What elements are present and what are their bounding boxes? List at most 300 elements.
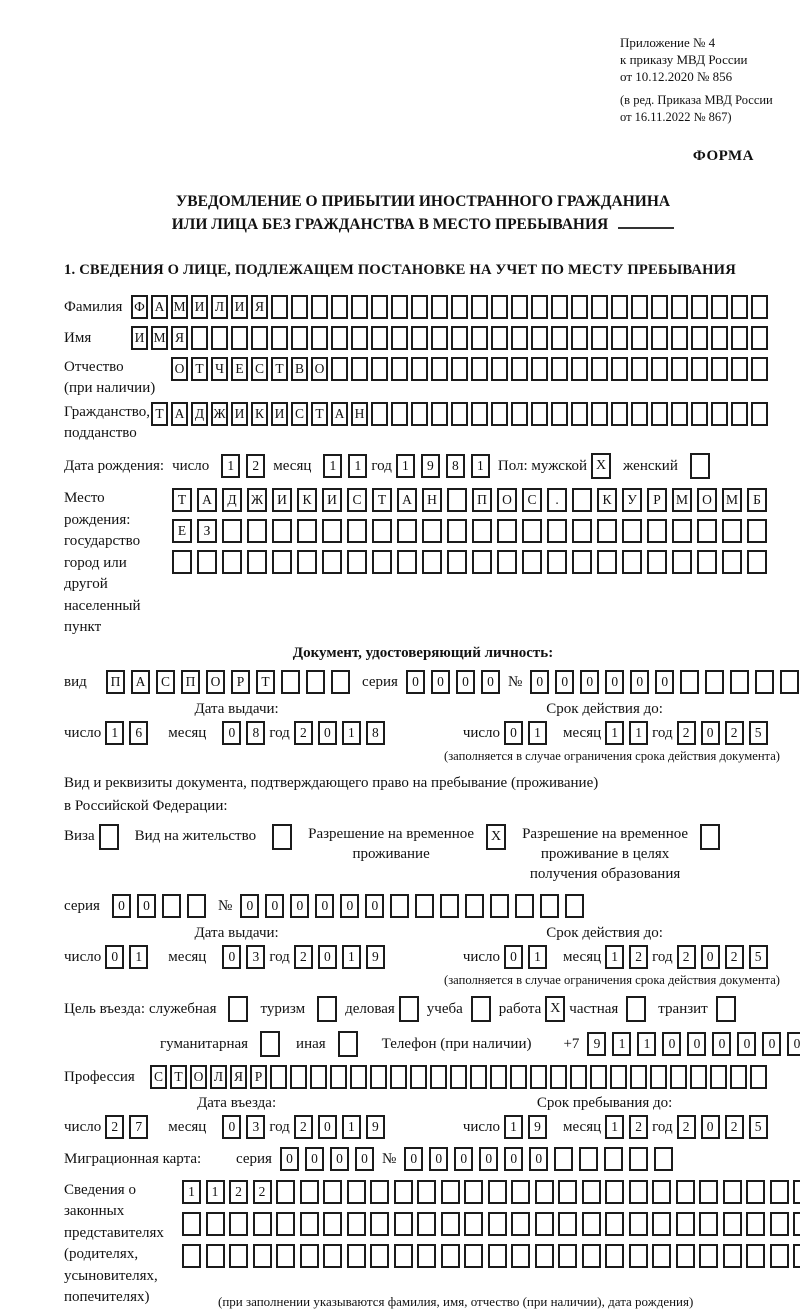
char-cell[interactable] <box>547 519 567 543</box>
char-cell[interactable] <box>671 402 688 426</box>
char-cell[interactable] <box>699 1244 718 1268</box>
char-cell[interactable]: Б <box>747 488 767 512</box>
char-cell[interactable] <box>597 519 617 543</box>
char-cell[interactable]: И <box>272 488 292 512</box>
char-cell[interactable]: С <box>150 1065 167 1089</box>
char-cell[interactable] <box>530 1065 547 1089</box>
char-cell[interactable]: 2 <box>105 1115 124 1139</box>
char-cell[interactable]: 0 <box>504 945 523 969</box>
char-cell[interactable]: 0 <box>555 670 574 694</box>
char-cell[interactable] <box>371 295 388 319</box>
char-cell[interactable]: О <box>190 1065 207 1089</box>
char-cell[interactable] <box>491 326 508 350</box>
char-cell[interactable]: М <box>722 488 742 512</box>
char-cell[interactable]: 0 <box>315 894 334 918</box>
char-cell[interactable] <box>350 1065 367 1089</box>
char-cell[interactable]: 1 <box>629 721 648 745</box>
gender-male-checkbox[interactable]: X <box>591 453 611 479</box>
char-cell[interactable] <box>591 402 608 426</box>
char-cell[interactable]: 2 <box>246 454 265 478</box>
char-cell[interactable] <box>751 357 768 381</box>
char-cell[interactable] <box>722 519 742 543</box>
char-cell[interactable] <box>191 326 208 350</box>
char-cell[interactable] <box>571 295 588 319</box>
char-cell[interactable]: 0 <box>105 945 124 969</box>
char-cell[interactable] <box>558 1244 577 1268</box>
char-cell[interactable] <box>347 1212 366 1236</box>
char-cell[interactable] <box>770 1180 789 1204</box>
char-cell[interactable] <box>579 1147 598 1171</box>
char-cell[interactable]: 0 <box>737 1032 756 1056</box>
char-cell[interactable]: И <box>231 402 248 426</box>
char-cell[interactable] <box>793 1180 800 1204</box>
char-cell[interactable]: 9 <box>528 1115 547 1139</box>
char-cell[interactable] <box>172 550 192 574</box>
char-cell[interactable]: 1 <box>504 1115 523 1139</box>
char-cell[interactable] <box>372 519 392 543</box>
char-cell[interactable]: 2 <box>629 1115 648 1139</box>
char-cell[interactable]: М <box>672 488 692 512</box>
char-cell[interactable] <box>531 357 548 381</box>
char-cell[interactable]: П <box>472 488 492 512</box>
char-cell[interactable] <box>450 1065 467 1089</box>
char-cell[interactable]: 7 <box>129 1115 148 1139</box>
char-cell[interactable]: 0 <box>580 670 599 694</box>
purpose-study-checkbox[interactable] <box>471 996 491 1022</box>
char-cell[interactable] <box>323 1212 342 1236</box>
char-cell[interactable] <box>465 894 484 918</box>
char-cell[interactable]: 0 <box>222 721 241 745</box>
char-cell[interactable] <box>251 326 268 350</box>
char-cell[interactable] <box>611 402 628 426</box>
char-cell[interactable] <box>582 1212 601 1236</box>
char-cell[interactable]: 0 <box>406 670 425 694</box>
char-cell[interactable] <box>394 1212 413 1236</box>
char-cell[interactable]: И <box>131 326 148 350</box>
char-cell[interactable] <box>271 295 288 319</box>
char-cell[interactable] <box>464 1212 483 1236</box>
char-cell[interactable] <box>347 519 367 543</box>
char-cell[interactable] <box>281 670 300 694</box>
char-cell[interactable] <box>310 1065 327 1089</box>
char-cell[interactable]: С <box>347 488 367 512</box>
char-cell[interactable] <box>411 295 428 319</box>
char-cell[interactable] <box>510 1065 527 1089</box>
char-cell[interactable] <box>431 295 448 319</box>
char-cell[interactable] <box>551 402 568 426</box>
char-cell[interactable] <box>751 295 768 319</box>
char-cell[interactable] <box>488 1244 507 1268</box>
char-cell[interactable] <box>370 1244 389 1268</box>
char-cell[interactable] <box>571 326 588 350</box>
char-cell[interactable]: 0 <box>529 1147 548 1171</box>
char-cell[interactable] <box>206 1212 225 1236</box>
char-cell[interactable] <box>746 1212 765 1236</box>
char-cell[interactable] <box>491 295 508 319</box>
char-cell[interactable]: 0 <box>701 721 720 745</box>
char-cell[interactable] <box>306 670 325 694</box>
char-cell[interactable] <box>490 1065 507 1089</box>
char-cell[interactable]: 0 <box>655 670 674 694</box>
char-cell[interactable]: 5 <box>749 721 768 745</box>
char-cell[interactable] <box>276 1180 295 1204</box>
char-cell[interactable] <box>611 357 628 381</box>
char-cell[interactable] <box>451 402 468 426</box>
char-cell[interactable]: 9 <box>366 945 385 969</box>
char-cell[interactable]: 1 <box>221 454 240 478</box>
char-cell[interactable]: 1 <box>528 945 547 969</box>
char-cell[interactable]: 0 <box>330 1147 349 1171</box>
char-cell[interactable] <box>417 1212 436 1236</box>
char-cell[interactable]: 0 <box>701 945 720 969</box>
char-cell[interactable] <box>206 1244 225 1268</box>
char-cell[interactable] <box>691 295 708 319</box>
char-cell[interactable] <box>411 402 428 426</box>
char-cell[interactable] <box>222 550 242 574</box>
char-cell[interactable]: 3 <box>246 1115 265 1139</box>
char-cell[interactable]: 1 <box>396 454 415 478</box>
purpose-business-checkbox[interactable] <box>399 996 419 1022</box>
char-cell[interactable] <box>722 550 742 574</box>
char-cell[interactable] <box>651 295 668 319</box>
char-cell[interactable]: К <box>251 402 268 426</box>
char-cell[interactable]: К <box>297 488 317 512</box>
char-cell[interactable] <box>610 1065 627 1089</box>
char-cell[interactable] <box>691 357 708 381</box>
char-cell[interactable]: М <box>151 326 168 350</box>
char-cell[interactable]: 0 <box>504 1147 523 1171</box>
char-cell[interactable] <box>272 550 292 574</box>
char-cell[interactable]: 0 <box>365 894 384 918</box>
char-cell[interactable] <box>705 670 724 694</box>
char-cell[interactable]: К <box>597 488 617 512</box>
char-cell[interactable] <box>680 670 699 694</box>
purpose-other-checkbox[interactable] <box>338 1031 358 1057</box>
char-cell[interactable]: 0 <box>479 1147 498 1171</box>
char-cell[interactable] <box>630 1065 647 1089</box>
char-cell[interactable]: 2 <box>725 945 744 969</box>
char-cell[interactable]: 0 <box>605 670 624 694</box>
char-cell[interactable] <box>300 1180 319 1204</box>
char-cell[interactable] <box>672 519 692 543</box>
char-cell[interactable]: 2 <box>677 721 696 745</box>
char-cell[interactable] <box>391 326 408 350</box>
char-cell[interactable]: 1 <box>605 721 624 745</box>
char-cell[interactable]: 1 <box>182 1180 201 1204</box>
char-cell[interactable] <box>431 402 448 426</box>
char-cell[interactable] <box>629 1244 648 1268</box>
char-cell[interactable] <box>422 550 442 574</box>
char-cell[interactable] <box>551 357 568 381</box>
char-cell[interactable]: А <box>397 488 417 512</box>
char-cell[interactable] <box>497 550 517 574</box>
char-cell[interactable] <box>755 670 774 694</box>
char-cell[interactable] <box>691 402 708 426</box>
char-cell[interactable]: 0 <box>530 670 549 694</box>
char-cell[interactable] <box>531 402 548 426</box>
char-cell[interactable] <box>511 1244 530 1268</box>
char-cell[interactable] <box>770 1244 789 1268</box>
char-cell[interactable] <box>629 1212 648 1236</box>
char-cell[interactable]: 1 <box>342 945 361 969</box>
char-cell[interactable] <box>690 1065 707 1089</box>
char-cell[interactable] <box>391 295 408 319</box>
purpose-private-checkbox[interactable] <box>626 996 646 1022</box>
char-cell[interactable] <box>631 295 648 319</box>
purpose-work-checkbox[interactable]: X <box>545 996 565 1022</box>
gender-female-checkbox[interactable] <box>690 453 710 479</box>
char-cell[interactable] <box>394 1180 413 1204</box>
purpose-official-checkbox[interactable] <box>228 996 248 1022</box>
char-cell[interactable] <box>629 1147 648 1171</box>
char-cell[interactable] <box>670 1065 687 1089</box>
char-cell[interactable] <box>322 519 342 543</box>
char-cell[interactable] <box>197 550 217 574</box>
char-cell[interactable] <box>572 519 592 543</box>
char-cell[interactable]: Т <box>256 670 275 694</box>
char-cell[interactable]: . <box>547 488 567 512</box>
char-cell[interactable]: 0 <box>280 1147 299 1171</box>
char-cell[interactable] <box>591 295 608 319</box>
char-cell[interactable] <box>300 1244 319 1268</box>
char-cell[interactable] <box>723 1212 742 1236</box>
char-cell[interactable] <box>731 326 748 350</box>
char-cell[interactable] <box>347 1180 366 1204</box>
char-cell[interactable] <box>447 519 467 543</box>
char-cell[interactable] <box>447 550 467 574</box>
char-cell[interactable]: 0 <box>431 670 450 694</box>
char-cell[interactable] <box>622 519 642 543</box>
char-cell[interactable]: С <box>251 357 268 381</box>
char-cell[interactable]: П <box>106 670 125 694</box>
char-cell[interactable]: 0 <box>265 894 284 918</box>
char-cell[interactable] <box>472 519 492 543</box>
char-cell[interactable]: 1 <box>342 721 361 745</box>
char-cell[interactable]: 0 <box>318 945 337 969</box>
char-cell[interactable] <box>511 357 528 381</box>
char-cell[interactable] <box>652 1244 671 1268</box>
char-cell[interactable] <box>711 326 728 350</box>
char-cell[interactable] <box>730 670 749 694</box>
char-cell[interactable] <box>591 326 608 350</box>
char-cell[interactable]: 0 <box>504 721 523 745</box>
char-cell[interactable]: Т <box>271 357 288 381</box>
char-cell[interactable] <box>605 1180 624 1204</box>
char-cell[interactable] <box>291 326 308 350</box>
purpose-transit-checkbox[interactable] <box>716 996 736 1022</box>
char-cell[interactable]: 1 <box>605 945 624 969</box>
char-cell[interactable] <box>572 488 592 512</box>
char-cell[interactable] <box>331 295 348 319</box>
char-cell[interactable]: 1 <box>348 454 367 478</box>
char-cell[interactable] <box>370 1180 389 1204</box>
char-cell[interactable] <box>371 357 388 381</box>
char-cell[interactable]: 0 <box>630 670 649 694</box>
char-cell[interactable] <box>441 1244 460 1268</box>
char-cell[interactable] <box>470 1065 487 1089</box>
char-cell[interactable] <box>515 894 534 918</box>
char-cell[interactable]: 1 <box>612 1032 631 1056</box>
char-cell[interactable] <box>491 357 508 381</box>
char-cell[interactable] <box>371 402 388 426</box>
char-cell[interactable] <box>647 519 667 543</box>
char-cell[interactable]: О <box>206 670 225 694</box>
char-cell[interactable] <box>535 1212 554 1236</box>
char-cell[interactable]: 2 <box>629 945 648 969</box>
char-cell[interactable] <box>751 402 768 426</box>
char-cell[interactable]: Р <box>250 1065 267 1089</box>
char-cell[interactable]: 0 <box>429 1147 448 1171</box>
char-cell[interactable] <box>747 519 767 543</box>
char-cell[interactable]: 0 <box>112 894 131 918</box>
char-cell[interactable] <box>417 1180 436 1204</box>
char-cell[interactable] <box>229 1212 248 1236</box>
char-cell[interactable]: 2 <box>725 721 744 745</box>
char-cell[interactable]: 0 <box>701 1115 720 1139</box>
char-cell[interactable] <box>351 357 368 381</box>
char-cell[interactable]: 0 <box>456 670 475 694</box>
char-cell[interactable] <box>323 1180 342 1204</box>
char-cell[interactable]: 6 <box>129 721 148 745</box>
char-cell[interactable]: Л <box>210 1065 227 1089</box>
char-cell[interactable] <box>441 1180 460 1204</box>
char-cell[interactable] <box>291 295 308 319</box>
char-cell[interactable] <box>431 326 448 350</box>
char-cell[interactable] <box>490 894 509 918</box>
char-cell[interactable] <box>651 357 668 381</box>
char-cell[interactable] <box>550 1065 567 1089</box>
char-cell[interactable] <box>531 326 548 350</box>
char-cell[interactable]: Р <box>647 488 667 512</box>
char-cell[interactable] <box>522 550 542 574</box>
char-cell[interactable] <box>390 1065 407 1089</box>
char-cell[interactable] <box>535 1180 554 1204</box>
char-cell[interactable] <box>604 1147 623 1171</box>
char-cell[interactable] <box>531 295 548 319</box>
char-cell[interactable]: О <box>311 357 328 381</box>
char-cell[interactable] <box>451 326 468 350</box>
char-cell[interactable]: Я <box>251 295 268 319</box>
char-cell[interactable] <box>554 1147 573 1171</box>
char-cell[interactable] <box>711 402 728 426</box>
char-cell[interactable] <box>611 295 628 319</box>
char-cell[interactable] <box>565 894 584 918</box>
char-cell[interactable]: 1 <box>105 721 124 745</box>
char-cell[interactable]: 0 <box>318 721 337 745</box>
char-cell[interactable] <box>547 550 567 574</box>
char-cell[interactable]: А <box>331 402 348 426</box>
char-cell[interactable] <box>535 1244 554 1268</box>
char-cell[interactable] <box>540 894 559 918</box>
char-cell[interactable] <box>654 1147 673 1171</box>
char-cell[interactable]: Н <box>422 488 442 512</box>
char-cell[interactable] <box>229 1244 248 1268</box>
char-cell[interactable] <box>322 550 342 574</box>
char-cell[interactable] <box>572 550 592 574</box>
char-cell[interactable] <box>391 357 408 381</box>
char-cell[interactable]: Д <box>222 488 242 512</box>
char-cell[interactable] <box>300 1212 319 1236</box>
char-cell[interactable]: М <box>171 295 188 319</box>
char-cell[interactable]: И <box>191 295 208 319</box>
char-cell[interactable]: Т <box>372 488 392 512</box>
char-cell[interactable] <box>371 326 388 350</box>
char-cell[interactable] <box>723 1244 742 1268</box>
char-cell[interactable] <box>676 1212 695 1236</box>
char-cell[interactable] <box>351 326 368 350</box>
char-cell[interactable] <box>551 295 568 319</box>
char-cell[interactable] <box>297 550 317 574</box>
char-cell[interactable] <box>691 326 708 350</box>
char-cell[interactable] <box>605 1212 624 1236</box>
char-cell[interactable] <box>464 1244 483 1268</box>
char-cell[interactable]: Е <box>231 357 248 381</box>
char-cell[interactable] <box>440 894 459 918</box>
char-cell[interactable] <box>511 295 528 319</box>
char-cell[interactable]: 0 <box>240 894 259 918</box>
char-cell[interactable] <box>351 295 368 319</box>
char-cell[interactable] <box>672 550 692 574</box>
char-cell[interactable] <box>751 326 768 350</box>
char-cell[interactable]: 2 <box>253 1180 272 1204</box>
char-cell[interactable]: Ж <box>247 488 267 512</box>
char-cell[interactable] <box>747 550 767 574</box>
char-cell[interactable] <box>750 1065 767 1089</box>
char-cell[interactable]: Т <box>191 357 208 381</box>
char-cell[interactable] <box>311 295 328 319</box>
char-cell[interactable]: О <box>497 488 517 512</box>
char-cell[interactable]: 2 <box>294 945 313 969</box>
char-cell[interactable]: Е <box>172 519 192 543</box>
char-cell[interactable] <box>297 519 317 543</box>
char-cell[interactable]: 0 <box>340 894 359 918</box>
char-cell[interactable] <box>611 326 628 350</box>
char-cell[interactable] <box>347 550 367 574</box>
char-cell[interactable] <box>582 1180 601 1204</box>
char-cell[interactable] <box>631 402 648 426</box>
char-cell[interactable]: В <box>291 357 308 381</box>
char-cell[interactable]: 8 <box>366 721 385 745</box>
char-cell[interactable]: 0 <box>290 894 309 918</box>
char-cell[interactable] <box>605 1244 624 1268</box>
char-cell[interactable] <box>247 519 267 543</box>
char-cell[interactable]: А <box>151 295 168 319</box>
char-cell[interactable]: Т <box>151 402 168 426</box>
char-cell[interactable] <box>497 519 517 543</box>
char-cell[interactable] <box>394 1244 413 1268</box>
char-cell[interactable] <box>441 1212 460 1236</box>
char-cell[interactable]: 1 <box>129 945 148 969</box>
char-cell[interactable]: Р <box>231 670 250 694</box>
char-cell[interactable] <box>731 295 748 319</box>
visa-checkbox[interactable] <box>99 824 119 850</box>
char-cell[interactable] <box>397 519 417 543</box>
edu-permit-checkbox[interactable] <box>700 824 720 850</box>
char-cell[interactable]: А <box>171 402 188 426</box>
char-cell[interactable] <box>676 1244 695 1268</box>
char-cell[interactable]: Ж <box>211 402 228 426</box>
char-cell[interactable]: 8 <box>246 721 265 745</box>
char-cell[interactable] <box>491 402 508 426</box>
char-cell[interactable] <box>731 357 748 381</box>
char-cell[interactable] <box>511 1212 530 1236</box>
char-cell[interactable] <box>370 1065 387 1089</box>
char-cell[interactable] <box>731 402 748 426</box>
char-cell[interactable]: И <box>231 295 248 319</box>
char-cell[interactable] <box>162 894 181 918</box>
char-cell[interactable]: 1 <box>206 1180 225 1204</box>
char-cell[interactable] <box>723 1180 742 1204</box>
